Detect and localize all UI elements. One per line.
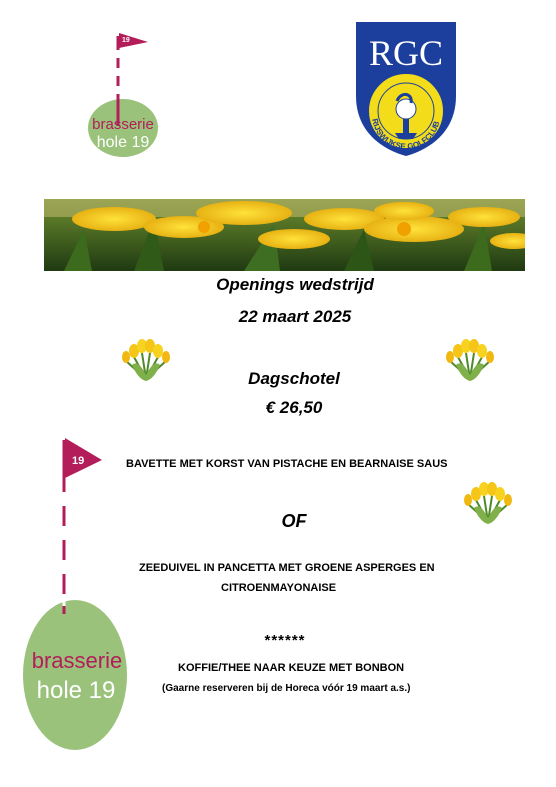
rgc-crest-logo (355, 21, 457, 157)
stars-divider: ****** (264, 632, 306, 649)
menu-price: € 26,50 (265, 398, 323, 417)
rgc-initials: RGC (368, 33, 444, 73)
logo-line-brasserie: brasserie (92, 116, 154, 133)
flag-number: 19 (72, 455, 85, 467)
menu-extra: KOFFIE/THEE NAAR KEUZE MET BONBON (178, 662, 405, 674)
event-date: 22 maart 2025 (238, 307, 352, 326)
logo-line-brasserie: brasserie (31, 648, 123, 673)
menu-option-1: BAVETTE MET KORST VAN PISTACHE EN BEARNAISE SAUS (126, 458, 448, 470)
logo-line-hole: hole 19 (96, 134, 150, 151)
brasserie-logo-large (22, 436, 130, 752)
event-title: Openings wedstrijd (216, 275, 374, 294)
reservation-note: (Gaarne reserveren bij de Horeca vóór 19 maart a.s.) (162, 683, 411, 694)
menu-option-2-line-1: ZEEDUIVEL IN PANCETTA MET GROENE ASPERGES EN (139, 562, 435, 574)
menu-heading: Dagschotel (248, 369, 340, 388)
brasserie-logo-small (86, 30, 162, 158)
menu-option-2-line-2: CITROENMAYONAISE (221, 582, 337, 594)
menu-separator: OF (281, 511, 307, 531)
flag-number: 19 (122, 37, 130, 44)
daffodil-banner-image (44, 199, 525, 271)
rgc-ring-text: RIJSWIJKSE GOLFCLUB (370, 117, 442, 152)
logo-line-hole: hole 19 (36, 677, 116, 704)
